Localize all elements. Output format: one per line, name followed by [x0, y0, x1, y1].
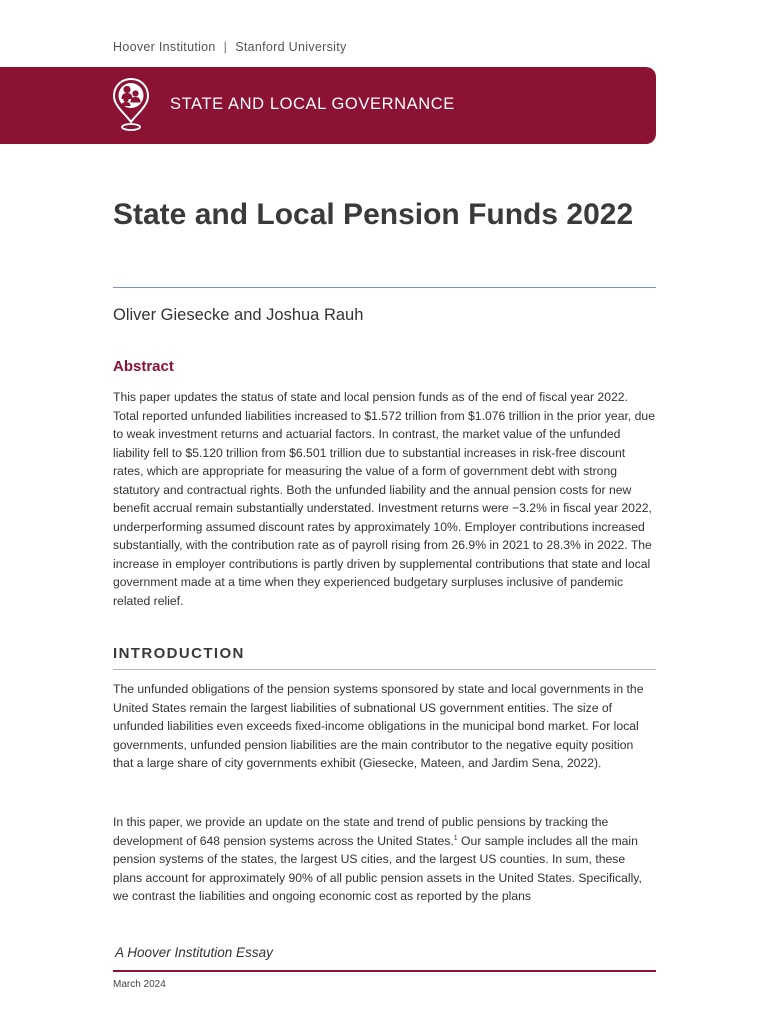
abstract-text: This paper updates the status of state and local pension funds as of the end of fiscal year 2022. Total reported unfunded liabilities increased to $1.572 trillion from $1.076 trillion in the prior year, due to weak investment returns and actuarial factors. In contrast, the market value of the unfunded liability fell to $5.120 trillion from $6.501 trillion due to substantial increases in risk-free discount rates, which are appropriate for measuring the value of a form of government debt with strong statutory and contractual rights. Both the unfunded liability and the annual pension costs for new benefit accrual remain substantially understated. Investment returns were −3.2% in fiscal year 2022, underperforming assumed discount rates by approximately 10%. Employer contributions increased substantially, with the contribution rate as of payroll rising from 26.9% in 2021 to 28.3% in 2022. The increase in employer contributions is partly driven by supplemental contributions that state and local government made at a time when they experienced budgetary surpluses inclusive of pandemic related relief.: [113, 390, 655, 608]
title-divider: [113, 287, 656, 288]
footnote-marker[interactable]: 1: [453, 834, 458, 842]
location-pin-people-icon: [113, 78, 149, 132]
publication-date: March 2024: [113, 979, 166, 990]
introduction-paragraph-2: [113, 813, 656, 906]
abstract-heading: Abstract: [113, 358, 174, 375]
university-name: Stanford University: [235, 40, 347, 54]
section-label: STATE AND LOCAL GOVERNANCE: [170, 95, 455, 113]
authors: Oliver Giesecke and Joshua Rauh: [113, 306, 364, 324]
introduction-heading: INTRODUCTION: [113, 645, 245, 662]
institution-name: Hoover Institution: [113, 40, 216, 54]
introduction-paragraph-1: The unfunded obligations of the pension systems sponsored by state and local governments in the United States remain the largest liabilities of subnational US government entities. The size of unfunded liabilities even exceeds fixed-income obligations in the municipal bond market. For local governments, unfunded pension liabilities are the main contributor to the negative equity position that a large share of city governments exhibit (Giesecke, Mateen, and Jardim Sena, 2022).: [113, 682, 644, 770]
essay-label: A Hoover Institution Essay: [115, 945, 273, 960]
paragraph-2-text-before-note: In this paper, we provide an update on the state and trend of public pensions by tracking the development of 648 pension systems across the United States.: [113, 815, 609, 848]
section-banner: [0, 67, 656, 144]
footer-divider: [113, 970, 656, 972]
publisher-separator: |: [223, 40, 228, 54]
paper-title: State and Local Pension Funds 2022: [113, 198, 634, 231]
paragraph-2-text-after-note: Our sample includes all the main pension systems of the states, the largest US cities, and the largest US counties. In sum, these plans account for approximately 90% of all public pension assets in the United States. Specifically, we contrast the liabilities and ongoing economic cost as reported by the plans: [113, 833, 642, 903]
introduction-divider: [113, 669, 656, 670]
publisher-line: [113, 40, 347, 54]
